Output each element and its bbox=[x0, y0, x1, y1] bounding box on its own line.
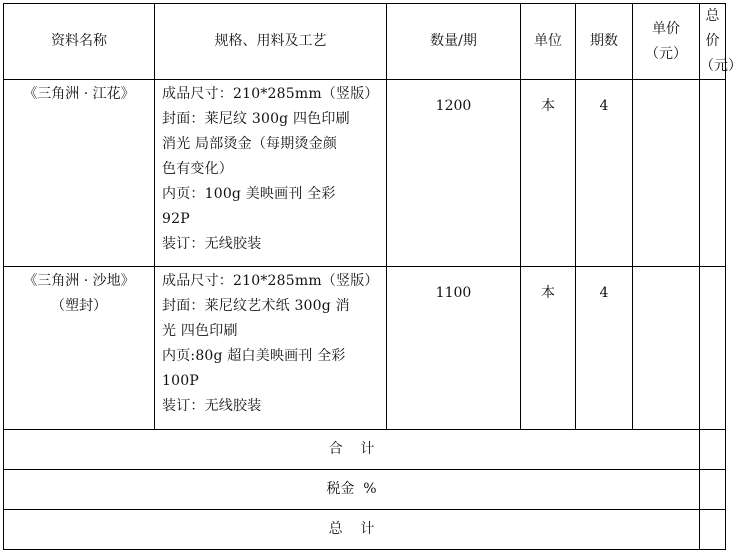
tax-label: 税金 % bbox=[4, 470, 700, 510]
header-total-price bbox=[700, 4, 742, 80]
header-unit-price-line1: 单价 bbox=[652, 20, 680, 37]
item-total-price bbox=[700, 80, 726, 267]
quotation-table bbox=[3, 3, 742, 550]
spec-line: 装订：无线胶装 bbox=[162, 398, 262, 414]
item-unit-price bbox=[633, 80, 700, 267]
header-total-price-line1: 总价 bbox=[705, 8, 720, 49]
item-name-cell bbox=[4, 267, 155, 430]
spec-line: 成品尺寸：210*285mm（竖版） bbox=[162, 273, 379, 289]
subtotal-value bbox=[700, 430, 726, 470]
spec-line: 内页：100g 美映画刊 全彩 bbox=[162, 186, 336, 202]
header-total-price-line2: （元） bbox=[700, 58, 742, 74]
item-issues: 4 bbox=[576, 267, 633, 430]
subtotal-label: 合 计 bbox=[4, 430, 700, 470]
header-spec: 规格、用料及工艺 bbox=[155, 4, 387, 80]
header-row bbox=[4, 4, 726, 80]
item-issues: 4 bbox=[576, 80, 633, 267]
header-name: 资料名称 bbox=[4, 4, 155, 80]
header-unit-price bbox=[633, 4, 700, 80]
item-unit: 本 bbox=[521, 80, 576, 267]
spec-line: 92P bbox=[162, 211, 190, 227]
spec-line: 光 四色印刷 bbox=[162, 323, 238, 339]
spec-line: 封面：莱尼纹 300g 四色印刷 bbox=[162, 111, 350, 127]
tax-value bbox=[700, 470, 726, 510]
item-qty: 1200 bbox=[387, 80, 521, 267]
header-qty: 数量/期 bbox=[387, 4, 521, 80]
header-issues: 期数 bbox=[576, 4, 633, 80]
item-name: 《三角洲 · 江花》 bbox=[23, 86, 135, 102]
item-unit: 本 bbox=[521, 267, 576, 430]
header-unit-price-line2: （元） bbox=[645, 45, 687, 62]
tax-row bbox=[4, 470, 726, 510]
item-name-note: （塑封） bbox=[51, 298, 107, 314]
table-row bbox=[4, 267, 726, 430]
spec-line: 色有变化） bbox=[162, 161, 233, 177]
grand-total-row bbox=[4, 510, 726, 550]
item-spec-cell bbox=[155, 80, 387, 267]
item-name-cell bbox=[4, 80, 155, 267]
item-qty: 1100 bbox=[387, 267, 521, 430]
item-total-price bbox=[700, 267, 726, 430]
spec-line: 内页:80g 超白美映画刊 全彩 bbox=[162, 348, 346, 364]
spec-line: 100P bbox=[162, 373, 199, 389]
header-unit: 单位 bbox=[521, 4, 576, 80]
spec-line: 封面：莱尼纹艺术纸 300g 消 bbox=[162, 298, 350, 314]
grand-total-label: 总 计 bbox=[4, 510, 700, 550]
subtotal-row bbox=[4, 430, 726, 470]
spec-line: 成品尺寸：210*285mm（竖版） bbox=[162, 86, 379, 102]
item-unit-price bbox=[633, 267, 700, 430]
item-name: 《三角洲 · 沙地》 bbox=[23, 273, 135, 289]
spec-line: 消光 局部烫金（每期烫金颜 bbox=[162, 136, 338, 152]
table-row bbox=[4, 80, 726, 267]
item-spec-cell bbox=[155, 267, 387, 430]
spec-line: 装订：无线胶装 bbox=[162, 236, 262, 252]
grand-total-value bbox=[700, 510, 726, 550]
